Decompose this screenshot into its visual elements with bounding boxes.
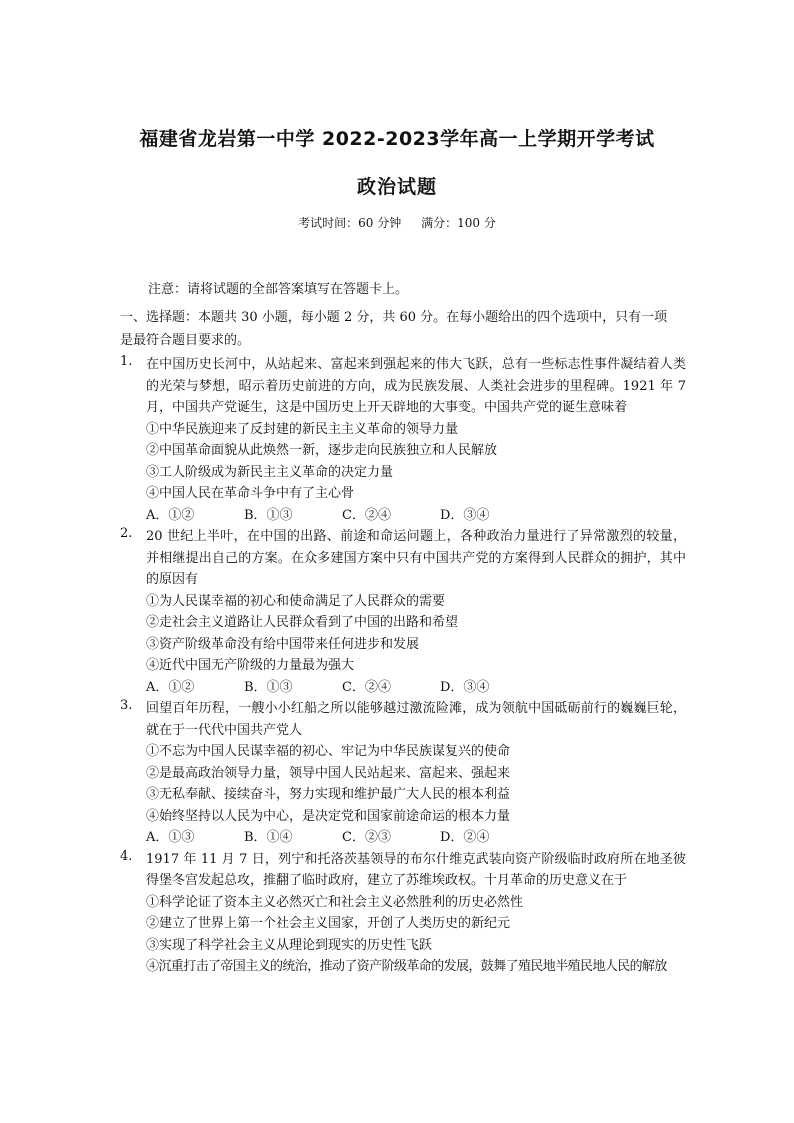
answer-choices [146, 677, 686, 699]
question-option: ①科学论证了资本主义必然灭亡和社会主义必然胜利的历史必然性 [146, 894, 524, 910]
choice-a: A．①② [146, 507, 195, 523]
question-option: ③无私奉献、接续奋斗，努力实现和维护最广大人民的根本利益 [146, 787, 511, 802]
choice-a: A．①② [146, 679, 195, 695]
choice-c: C．②③ [342, 830, 391, 845]
choice-d: D．③④ [440, 679, 490, 695]
question-option: ③实现了科学社会主义从理论到现实的历史性飞跃 [146, 937, 433, 953]
question-1 [120, 354, 686, 526]
notice: 注意：请将试题的全部答案填写在答题卡上。 [148, 282, 409, 297]
question-stem: 1917 年 11 月 7 日，列宁和托洛茨基领导的布尔什维克武装向资产阶级临时政府所在地圣彼得堡冬宫发起总攻，推翻了临时政府，建立了苏维埃政权。十月革命的历史意义在于 [146, 851, 686, 888]
choice-b: B．①③ [244, 507, 293, 523]
question-stem: 回望百年历程，一艘小小红船之所以能够越过激流险滩，成为领航中国砥砺前行的巍巍巨轮，就在于一代代中国共产党人 [146, 701, 686, 738]
choice-b: B．①③ [244, 679, 293, 695]
question-option: ④近代中国无产阶级的力量最为强大 [146, 658, 355, 673]
question-number: 3. [120, 698, 133, 713]
choice-c: C．②④ [342, 507, 391, 523]
document-title: 福建省龙岩第一中学 2022-2023学年高一上学期开学考试 [139, 128, 655, 150]
question-option: ①不忘为中国人民谋幸福的初心、牢记为中华民族谋复兴的使命 [146, 744, 511, 759]
question-4 [120, 849, 686, 978]
document-subtitle: 政治试题 [356, 176, 437, 198]
question-option: ①中华民族迎来了反封建的新民主主义革命的领导力量 [146, 421, 459, 437]
question-2 [120, 526, 686, 698]
question-option: ③工人阶级成为新民主主义革命的决定力量 [146, 464, 394, 480]
question-option: ④中国人民在革命斗争中有了主心骨 [146, 486, 355, 501]
question-option: ④沉重打击了帝国主义的统治，推动了资产阶级革命的发展，鼓舞了殖民地半殖民地人民的解放 [146, 959, 667, 974]
question-option: ②是最高政治领导力量，领导中国人民站起来、富起来、强起来 [146, 765, 511, 781]
question-option: ②中国革命面貌从此焕然一新，逐步走向民族独立和人民解放 [146, 443, 498, 458]
choice-b: B．①④ [244, 830, 293, 845]
answer-choices [146, 827, 686, 849]
exam-info [0, 214, 794, 231]
choice-a: A．①③ [146, 830, 195, 845]
question-option: ③资产阶级革命没有给中国带来任何进步和发展 [146, 636, 420, 652]
question-stem: 20 世纪上半叶，在中国的出路、前途和命运问题上，各种政治力量进行了异常激烈的较量，并相继提出自己的方案。在众多建国方案中只有中国共产党的方案得到人民群众的拥护，其中的原因有 [146, 529, 686, 587]
exam-score: 满分：100 分 [421, 216, 496, 230]
section-heading: 一、选择题：本题共 30 小题，每小题 2 分，共 60 分。在每小题给出的四个选项中，只有一项是最符合题目要求的。 [120, 310, 668, 348]
exam-time: 考试时间：60 分钟 [298, 216, 402, 230]
question-option: ④始终坚持以人民为中心，是决定党和国家前途命运的根本力量 [146, 808, 511, 824]
answer-choices [146, 505, 686, 527]
question-number: 1. [120, 354, 133, 369]
question-3 [120, 698, 686, 849]
question-option: ②走社会主义道路让人民群众看到了中国的出路和希望 [146, 615, 459, 630]
question-stem: 在中国历史长河中，从站起来、富起来到强起来的伟大飞跃，总有一些标志性事件凝结着人类的光荣与梦想，昭示着历史前进的方向，成为民族发展、人类社会进步的里程碑。1921 年 7 月，中国共产党诞生，这是中国历史上开天辟地的大事变。中国共产党的诞生意味着 [146, 357, 686, 415]
choice-d: D．③④ [440, 507, 490, 523]
question-option: ①为人民谋幸福的初心和使命满足了人民群众的需要 [146, 593, 446, 609]
question-number: 4. [120, 848, 133, 864]
choice-d: D．②④ [440, 830, 490, 845]
question-list [120, 354, 686, 978]
choice-c: C．②④ [342, 679, 391, 695]
question-option: ②建立了世界上第一个社会主义国家，开创了人类历史的新纪元 [146, 916, 511, 931]
question-number: 2. [120, 526, 133, 541]
